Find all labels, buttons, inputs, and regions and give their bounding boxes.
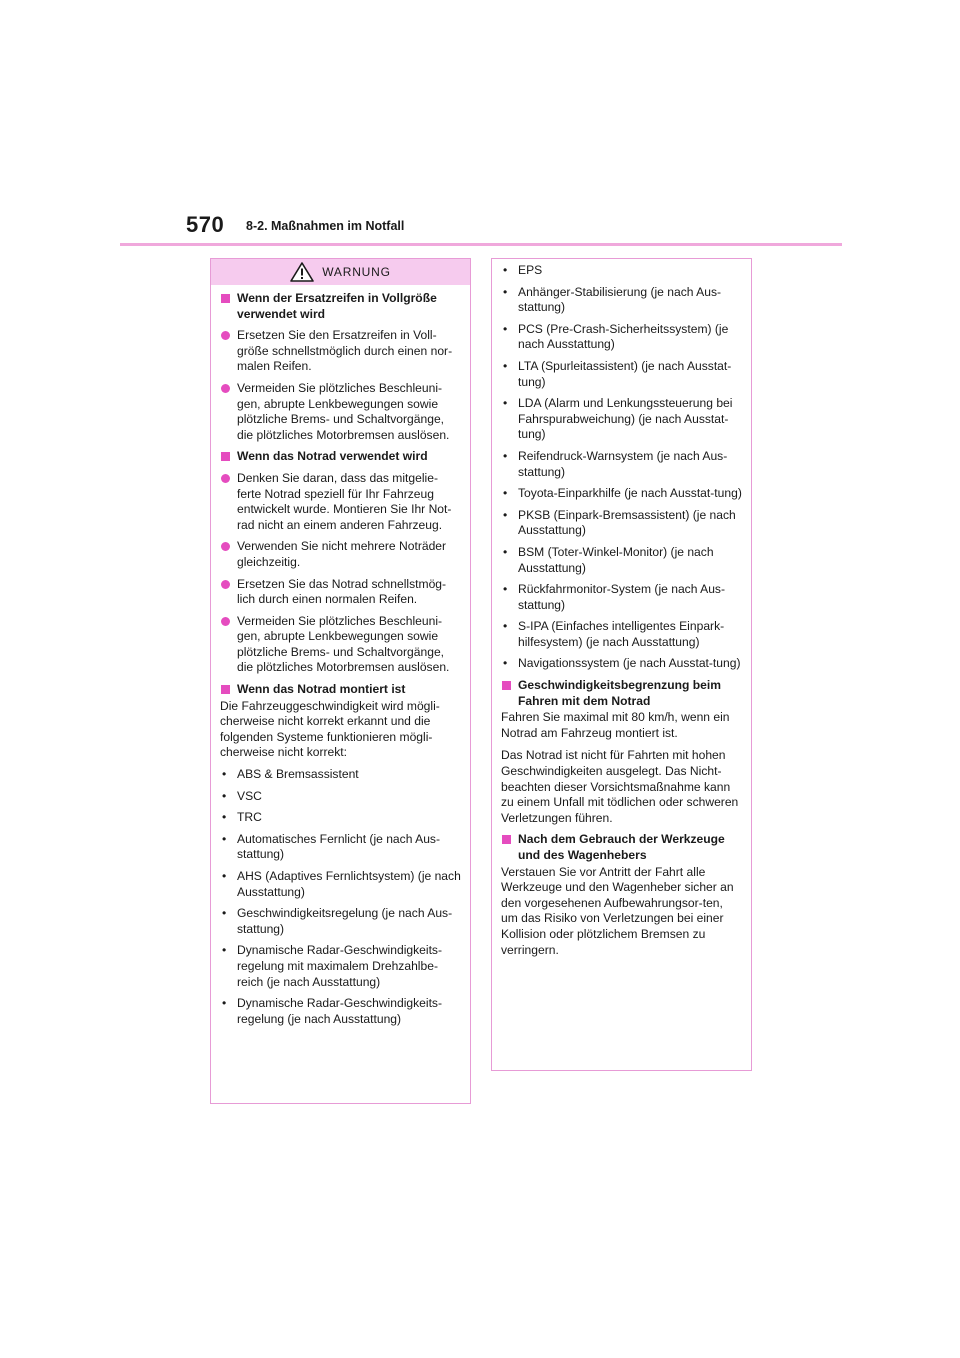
warning-header [211,259,470,285]
system-list-item: • Navigationssystem (je nach Ausstat-tung) [501,656,742,672]
paragraph: Verstauen Sie vor Antritt der Fahrt alle Werkzeuge und den Wagenheber sicher an den vorgesehenen Aufbewahrungsor-ten, um das Risiko von Verletzungen bei einer Kollision oder plötzlichem Bremsen zu verringern. [501,864,734,957]
system-list-item: • Rückfahrmonitor-System (je nach Aus-stattung) [501,582,742,613]
page-number: 570 [186,212,225,237]
system-list-item: • Dynamische Radar-Geschwindigkeits-regelung mit maximalem Drehzahlbe-reich (je nach Ausstattung) [220,943,461,990]
warning-box-right [491,258,752,1071]
warning-item: Ersetzen Sie das Notrad schnellstmög-lich durch einen normalen Reifen. [220,577,461,608]
system-list-item: • PCS (Pre-Crash-Sicherheitssystem) (je nach Ausstattung) [501,322,742,353]
system-list-item: • AHS (Adaptives Fernlichtsystem) (je nach Ausstattung) [220,869,461,900]
warning-box-left [210,258,471,1104]
section-heading: Wenn der Ersatzreifen in Vollgröße verwendet wird [220,291,461,322]
warning-item: Verwenden Sie nicht mehrere Noträder gleichzeitig. [220,539,461,570]
system-list-item: • Automatisches Fernlicht (je nach Aus-stattung) [220,832,461,863]
system-list-item: • EPS [501,263,742,279]
section-heading: Geschwindigkeitsbegrenzung beim Fahren mit dem Notrad [501,678,742,709]
section-title: 8-2. Maßnahmen im Notfall [246,219,405,233]
system-list-item: • Dynamische Radar-Geschwindigkeits-regelung (je nach Ausstattung) [220,996,461,1027]
warning-label: WARNUNG [322,265,391,279]
system-list-item: • LDA (Alarm und Lenkungssteuerung bei Fahrspurabweichung) (je nach Ausstat-tung) [501,396,742,443]
warning-content-left [220,291,461,1027]
section-heading: Wenn das Notrad montiert ist [220,682,461,698]
warning-content-right [501,263,742,958]
system-list-item: • VSC [220,789,461,805]
warning-item: Denken Sie daran, dass das mitgelie-ferte Notrad speziell für Ihr Fahrzeug entwickelt wurde. Montieren Sie Ihr Not-rad nicht an einem anderen Fahrzeug. [220,471,461,533]
system-list-item: • LTA (Spurleitassistent) (je nach Ausstat-tung) [501,359,742,390]
section-heading: Wenn das Notrad verwendet wird [220,449,461,465]
paragraph: Die Fahrzeuggeschwindigkeit wird mögli-cherweise nicht korrekt erkannt und die folgenden Systeme funktionieren mögli-cherweise nicht korrekt: [220,698,440,760]
header-rule [120,243,842,246]
paragraph: Das Notrad ist nicht für Fahrten mit hohen Geschwindigkeiten ausgelegt. Das Nicht-beachten dieser Vorsichtsmaßnahme kann zu einem Unfall mit tödlichen oder schweren Verletzungen führen. [501,748,739,825]
system-list-item: • S-IPA (Einfaches intelligentes Einpark-hilfesystem) (je nach Ausstattung) [501,619,742,650]
warning-item: Ersetzen Sie den Ersatzreifen in Voll-größe schnellstmöglich durch einen nor-malen Reifen. [220,328,461,375]
paragraph: Fahren Sie maximal mit 80 km/h, wenn ein Notrad am Fahrzeug montiert ist. [501,710,730,740]
system-list-item: • Reifendruck-Warnsystem (je nach Aus-stattung) [501,449,742,480]
system-list-item: • ABS & Bremsassistent [220,767,461,783]
system-list-item: • Geschwindigkeitsregelung (je nach Aus-stattung) [220,906,461,937]
system-list-item: • TRC [220,810,461,826]
system-list-item: • PKSB (Einpark-Bremsassistent) (je nach Ausstattung) [501,508,742,539]
system-list-item: • Anhänger-Stabilisierung (je nach Aus-stattung) [501,285,742,316]
system-list-item: • Toyota-Einparkhilfe (je nach Ausstat-tung) [501,486,742,502]
warning-triangle-icon [290,262,314,282]
warning-item: Vermeiden Sie plötzliches Beschleuni-gen, abrupte Lenkbewegungen sowie plötzliche Brems- und Schaltvorgänge, die plötzliches Motorbremsen auslösen. [220,381,461,443]
section-heading: Nach dem Gebrauch der Werkzeuge und des Wagenhebers [501,832,742,863]
system-list-item: • BSM (Toter-Winkel-Monitor) (je nach Ausstattung) [501,545,742,576]
warning-item: Vermeiden Sie plötzliches Beschleuni-gen, abrupte Lenkbewegungen sowie plötzliche Brems- und Schaltvorgänge, die plötzliches Motorbremsen auslösen. [220,614,461,676]
